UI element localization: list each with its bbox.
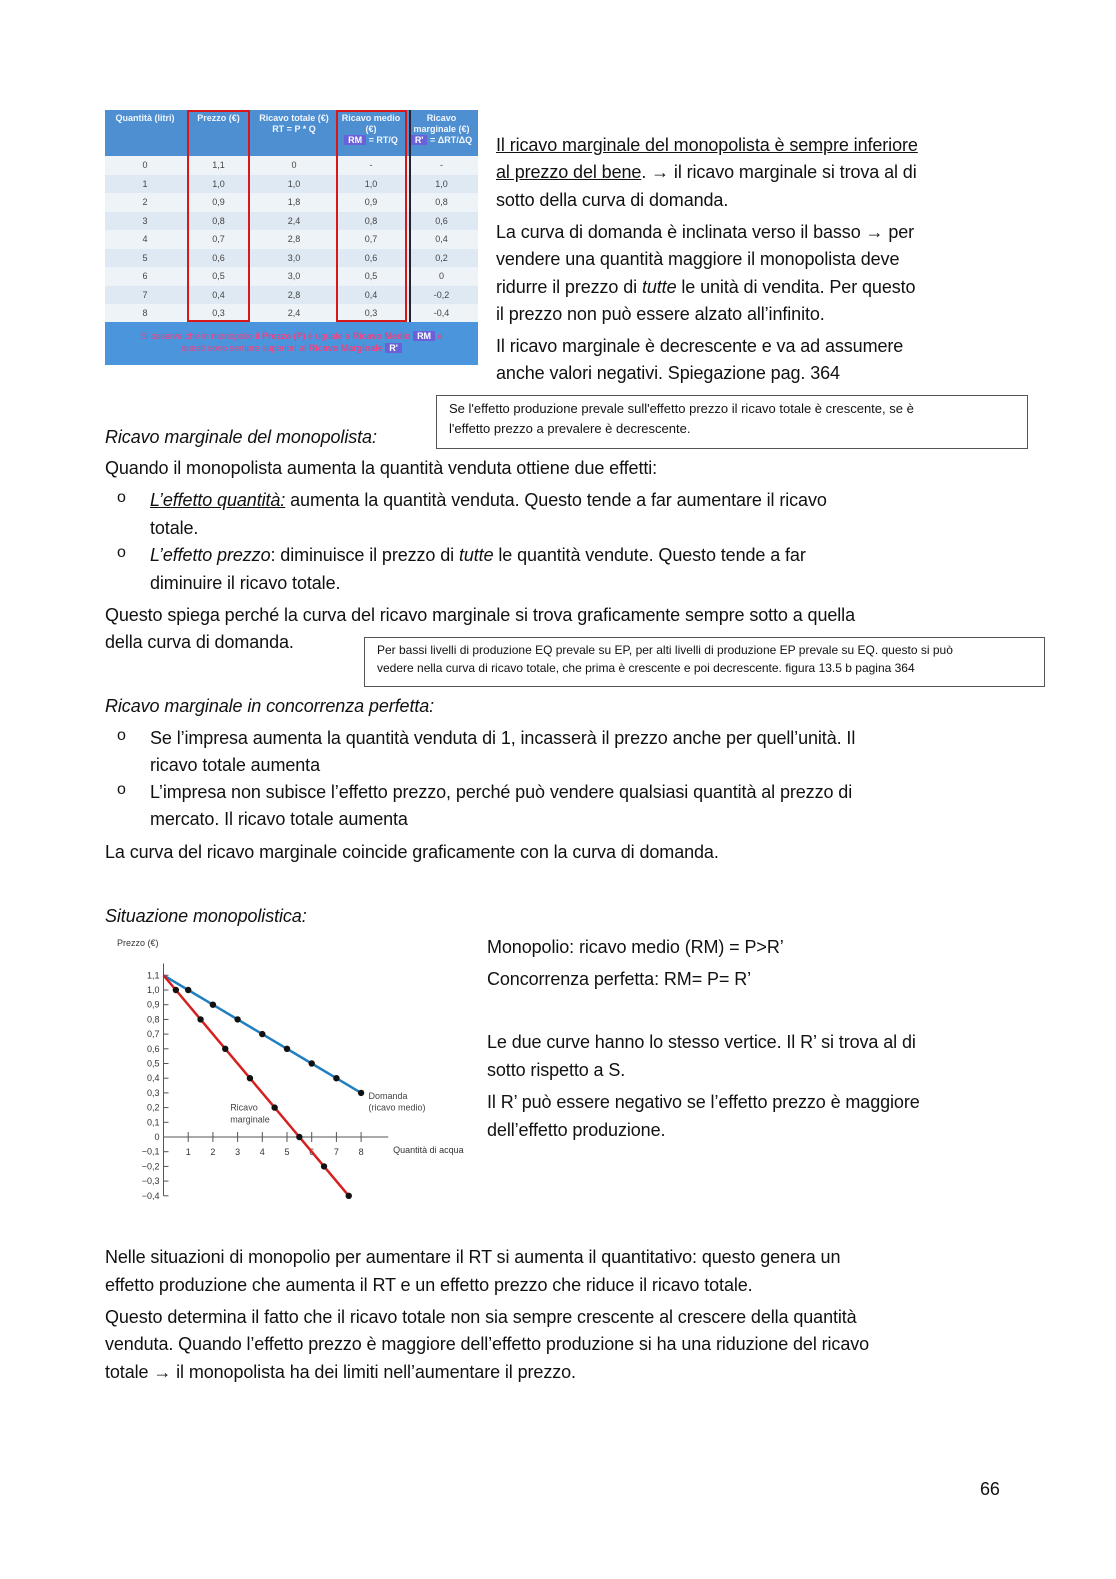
table-row xyxy=(105,230,478,249)
text-line: Questo determina il fatto che il ricavo totale non sia sempre crescente al crescere della quantità xyxy=(105,1307,857,1327)
rm-tag: RM xyxy=(344,135,366,145)
text-line: vendere una quantità maggiore il monopolista deve xyxy=(496,249,900,269)
list-item: L’impresa non subisce l’effetto prezzo, perché può vendere qualsiasi quantità al prezzo di xyxy=(150,782,853,802)
table-row xyxy=(105,267,478,286)
table-row xyxy=(105,286,478,305)
monopoly-revenue-chart xyxy=(105,930,475,1200)
data-point xyxy=(346,1193,352,1199)
table-cell: 0,7 xyxy=(364,234,378,244)
text-line: sotto rispetto a S. xyxy=(487,1060,626,1080)
table-cell: 0,6 xyxy=(212,252,225,263)
note-line: Se l'effetto produzione prevale sull'effetto prezzo il ricavo totale è crescente, se è xyxy=(449,401,914,416)
note-line: Per bassi livelli di produzione EQ prevale su EP, per alti livelli di produzione EP prevale su EQ. questo si può xyxy=(377,643,953,657)
text-line: dell’effetto produzione. xyxy=(487,1120,666,1140)
table-cell: 0,3 xyxy=(364,308,378,318)
text-line: totale → il monopolista ha dei limiti nell’aumentare il prezzo. xyxy=(105,1362,576,1382)
table-cell: 0,4 xyxy=(435,234,448,244)
col-header-price: Prezzo (€) xyxy=(197,113,240,123)
text-line: effetto produzione che aumenta il RT e un effetto prezzo che riduce il ricavo totale. xyxy=(105,1275,753,1295)
bullet-marker: o xyxy=(117,727,126,744)
series-label: Ricavo xyxy=(230,1102,258,1113)
table-cell: 0,3 xyxy=(212,308,225,318)
list-item: L’effetto quantità: aumenta la quantità venduta. Questo tende a far aumentare il ricavo xyxy=(150,490,827,510)
list-item: Se l’impresa aumenta la quantità venduta di 1, incasserà il prezzo anche per quell’unità. Il xyxy=(150,728,856,748)
col-header-marginal-revenue: Ricavo marginale (€) R' = ΔRT/ΔQ xyxy=(405,113,478,146)
text-line: Questo spiega perché la curva del ricavo marginale si trova graficamente sempre sotto a quella xyxy=(105,605,855,625)
x-tick-label: 4 xyxy=(259,1147,265,1157)
x-tick-label: 3 xyxy=(235,1147,241,1157)
table-cell: 0 xyxy=(142,160,148,170)
table-row xyxy=(105,193,478,212)
x-axis-label: Quantità di acqua xyxy=(393,1145,464,1155)
series-label: Domanda xyxy=(368,1090,408,1101)
y-tick-label: −0,4 xyxy=(141,1190,160,1200)
data-point xyxy=(185,987,191,993)
table-cell: 0,2 xyxy=(435,252,448,263)
table-cell: 0,9 xyxy=(212,197,225,207)
x-tick-label: 1 xyxy=(185,1147,191,1157)
data-point xyxy=(173,987,179,993)
table-cell: 1 xyxy=(142,178,148,189)
data-point xyxy=(247,1075,253,1081)
x-tick-label: 5 xyxy=(284,1147,290,1157)
table-row xyxy=(105,249,478,268)
table-cell: 0,6 xyxy=(364,252,378,263)
table-cell: 3 xyxy=(142,215,148,226)
revenue-table xyxy=(105,110,478,365)
section-title: Ricavo marginale del monopolista: xyxy=(105,427,377,447)
table-cell: 0 xyxy=(291,160,297,170)
note-line: l'effetto prezzo a prevalere è decrescente. xyxy=(449,421,691,436)
col-header-quantity: Quantità (litri) xyxy=(115,113,175,123)
text-line: Nelle situazioni di monopolio per aumentare il RT si aumenta il quantitativo: questo genera un xyxy=(105,1247,841,1267)
x-tick-label: 8 xyxy=(358,1147,364,1157)
table-cell: 2,8 xyxy=(287,289,301,300)
table-row xyxy=(105,156,478,175)
bullet-marker: o xyxy=(117,544,126,561)
text-line: sotto della curva di domanda. xyxy=(496,190,729,210)
x-tick-label: 7 xyxy=(333,1147,339,1157)
section-title: Situazione monopolistica: xyxy=(105,906,307,926)
data-point xyxy=(321,1163,327,1169)
table-row xyxy=(105,212,478,231)
page-number: 66 xyxy=(980,1479,1000,1499)
table-cell: -0,4 xyxy=(433,308,450,318)
rprime-tag: R' xyxy=(411,135,428,145)
text-line: Il ricavo marginale del monopolista è sempre inferiore xyxy=(496,135,918,155)
table-row xyxy=(105,304,478,323)
x-tick-label: 2 xyxy=(210,1147,216,1157)
text-line: della curva di domanda. xyxy=(105,632,294,652)
table-row xyxy=(105,175,478,194)
table-cell: 1,0 xyxy=(364,178,378,189)
series-label: (ricavo medio) xyxy=(368,1102,426,1113)
data-point xyxy=(234,1016,240,1022)
table-cell: 4 xyxy=(142,234,148,244)
y-tick-label: 1,0 xyxy=(146,985,160,995)
table-cell: 2 xyxy=(142,197,148,207)
average-revenue-column-highlight xyxy=(336,110,407,322)
data-point xyxy=(210,1002,216,1008)
text-line: totale. xyxy=(150,518,199,538)
table-cell: 3,0 xyxy=(287,252,301,263)
text-line: Il ricavo marginale è decrescente e va ad assumere xyxy=(496,336,904,356)
data-point xyxy=(333,1075,339,1081)
table-cell: 1,0 xyxy=(435,178,448,189)
table-cell: 0 xyxy=(438,271,444,281)
x-tick-label: 6 xyxy=(309,1147,315,1157)
table-cell: 2,8 xyxy=(287,234,301,244)
table-cell: -0,2 xyxy=(433,289,450,300)
note-box xyxy=(436,395,1028,449)
table-cell: 2,4 xyxy=(287,215,301,226)
table-cell: 1,8 xyxy=(287,197,301,207)
text-line: mercato. Il ricavo totale aumenta xyxy=(150,809,408,829)
table-cell: - xyxy=(369,160,373,170)
col-header-average-revenue: Ricavo medio (€) RM = RT/Q xyxy=(341,113,401,145)
y-tick-label: 0,9 xyxy=(146,999,160,1010)
text-line: Concorrenza perfetta: RM= P= R’ xyxy=(487,969,752,989)
table-cell: - xyxy=(440,160,443,170)
table-cell: 0,5 xyxy=(212,271,225,281)
list-item: L’effetto prezzo: diminuisce il prezzo di tutte le quantità vendute. Questo tende a far xyxy=(150,545,806,565)
text-line: il prezzo non può essere alzato all’infinito. xyxy=(496,304,825,324)
table-header xyxy=(105,110,478,156)
price-column-highlight xyxy=(187,110,250,322)
data-point xyxy=(284,1046,290,1052)
text-line: Le due curve hanno lo stesso vertice. Il R’ si trova al di xyxy=(487,1032,916,1052)
data-point xyxy=(296,1134,302,1140)
text-line: Quando il monopolista aumenta la quantità venduta ottiene due effetti: xyxy=(105,458,658,478)
table-cell: 0,8 xyxy=(364,215,378,226)
text-line: anche valori negativi. Spiegazione pag. 364 xyxy=(496,363,840,383)
table-cell: 6 xyxy=(142,271,148,281)
data-point xyxy=(358,1090,364,1096)
col-header-total-revenue: Ricavo totale (€) RT = P * Q xyxy=(259,113,329,134)
bullet-marker: o xyxy=(117,489,126,506)
text-line: diminuire il ricavo totale. xyxy=(150,573,341,593)
table-cell: 0,8 xyxy=(212,215,225,226)
y-tick-label: 0,6 xyxy=(146,1043,160,1054)
data-point xyxy=(197,1016,203,1022)
table-cell: 0,6 xyxy=(435,215,448,226)
note-box xyxy=(364,637,1045,687)
table-cell: 0,9 xyxy=(364,197,378,207)
text-line: ridurre il prezzo di tutte le unità di vendita. Per questo xyxy=(496,277,916,297)
y-axis-label: Prezzo (€) xyxy=(117,938,159,948)
data-point xyxy=(259,1031,265,1037)
y-tick-label: −0,2 xyxy=(141,1161,160,1172)
text-line: ricavo totale aumenta xyxy=(150,755,320,775)
table-cell: 1,1 xyxy=(212,160,225,170)
y-tick-label: 0,8 xyxy=(146,1014,160,1025)
y-tick-label: 0 xyxy=(154,1132,160,1142)
text-line: La curva del ricavo marginale coincide graficamente con la curva di domanda. xyxy=(105,842,719,862)
series-line-marginal-revenue xyxy=(164,975,349,1196)
data-point xyxy=(271,1104,277,1110)
table-cell: 7 xyxy=(142,289,148,300)
divider xyxy=(409,110,411,322)
text-line: al prezzo del bene. → il ricavo marginale si trova al di xyxy=(496,162,917,182)
y-tick-label: 0,4 xyxy=(146,1073,160,1084)
note-line: vedere nella curva di ricavo totale, che prima è crescente e poi decrescente. figura 13.5 b pagina 364 xyxy=(377,661,915,675)
table-cell: 0,4 xyxy=(212,289,225,300)
y-tick-label: 0,7 xyxy=(146,1029,160,1040)
table-cell: 2,4 xyxy=(287,308,301,318)
text-line: La curva di domanda è inclinata verso il basso → per xyxy=(496,222,915,242)
data-point xyxy=(309,1060,315,1066)
y-tick-label: −0,1 xyxy=(141,1146,160,1157)
y-tick-label: 0,5 xyxy=(146,1058,160,1069)
data-point xyxy=(222,1046,228,1052)
text-line: venduta. Quando l’effetto prezzo è maggiore dell’effetto produzione si ha una riduzione del ricavo xyxy=(105,1334,870,1354)
table-cell: 5 xyxy=(142,252,148,263)
table-cell: 0,5 xyxy=(364,271,378,281)
y-tick-label: 0,3 xyxy=(146,1087,160,1098)
table-cell: 1,0 xyxy=(212,178,225,189)
series-label: marginale xyxy=(230,1114,270,1125)
table-cell: 0,4 xyxy=(364,289,378,300)
table-cell: 0,8 xyxy=(435,197,448,207)
y-tick-label: 0,1 xyxy=(146,1117,160,1128)
table-cell: 1,0 xyxy=(287,178,301,189)
text-line: Monopolio: ricavo medio (RM) = P>R’ xyxy=(487,937,784,957)
table-cell: 3,0 xyxy=(287,271,301,281)
y-tick-label: −0,3 xyxy=(141,1176,160,1187)
y-tick-label: 0,2 xyxy=(146,1102,160,1113)
table-cell: 8 xyxy=(142,308,148,318)
text-line: Il R’ può essere negativo se l’effetto prezzo è maggiore xyxy=(487,1092,920,1112)
section-title: Ricavo marginale in concorrenza perfetta: xyxy=(105,696,435,716)
table-footer-note: Si osserva che in monopolio il Prezzo (P) è uguale a Ricavo Medio RM e questi sono sempre superiori al Ricavo Marginale R' xyxy=(105,322,478,365)
table-cell: 0,7 xyxy=(212,234,225,244)
y-tick-label: 1,1 xyxy=(146,970,160,981)
bullet-marker: o xyxy=(117,781,126,798)
